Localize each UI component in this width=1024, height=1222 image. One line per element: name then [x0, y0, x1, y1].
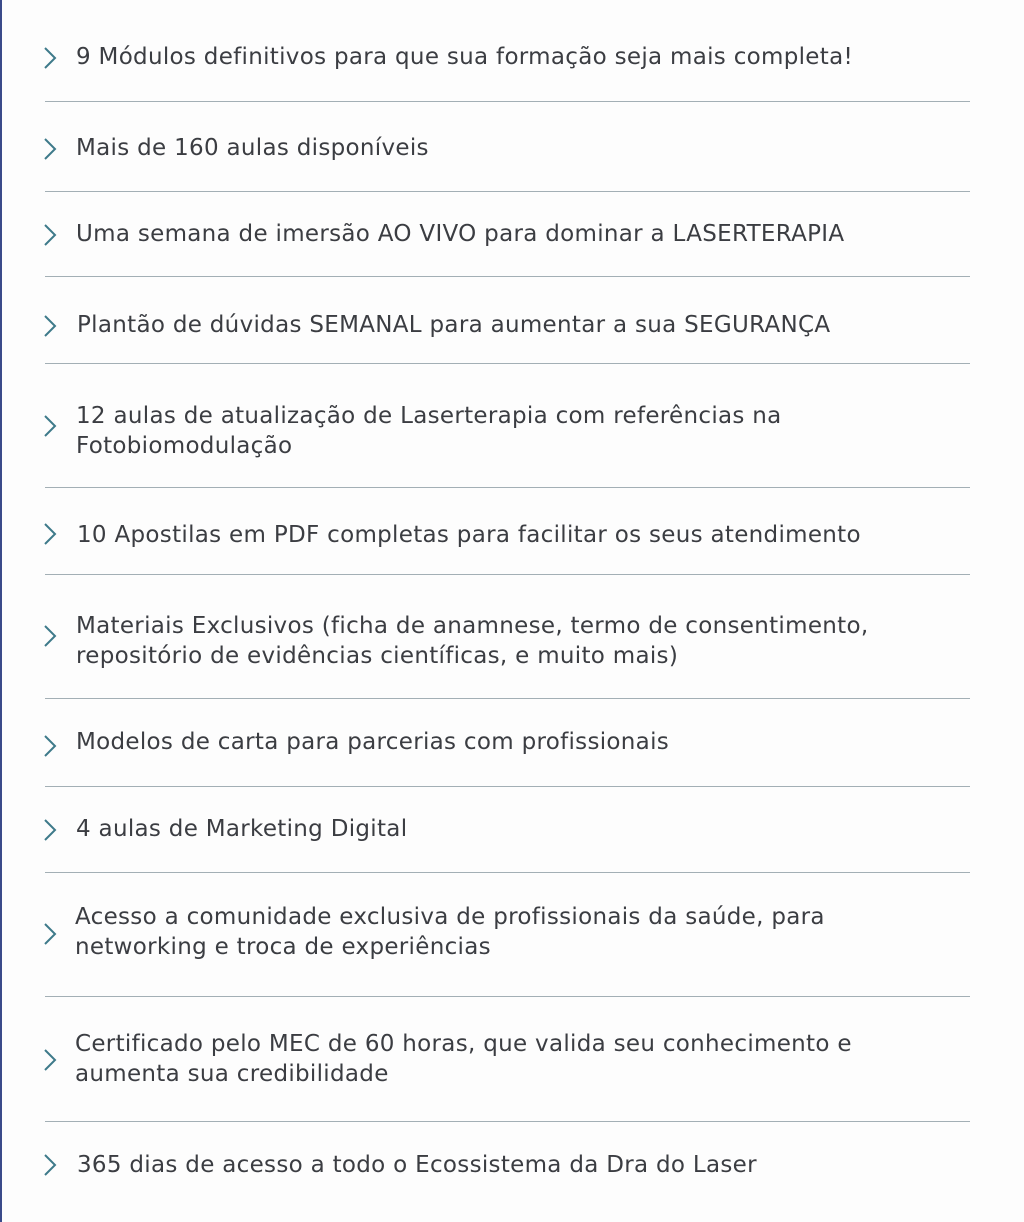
list-item — [0, 609, 1024, 675]
divider — [45, 363, 970, 364]
list-item — [0, 217, 1024, 253]
chevron-right-icon — [40, 413, 60, 439]
divider — [45, 101, 970, 102]
chevron-right-icon — [40, 45, 60, 71]
chevron-right-icon — [40, 1152, 60, 1178]
chevron-right-icon — [40, 817, 60, 843]
chevron-right-icon — [40, 136, 60, 162]
divider — [45, 574, 970, 575]
list-item — [0, 308, 1024, 344]
divider — [45, 1121, 970, 1122]
chevron-right-icon — [40, 1047, 60, 1073]
list-item — [0, 812, 1024, 848]
chevron-right-icon — [40, 921, 60, 947]
divider — [45, 996, 970, 997]
divider — [45, 872, 970, 873]
list-item-label: 10 Apostilas em PDF completas para facilitar os seus atendimento — [77, 522, 861, 548]
chevron-right-icon — [40, 623, 60, 649]
list-item-label: 12 aulas de atualização de Laserterapia com referências na Fotobiomodulação — [76, 403, 782, 459]
list-item-label: Modelos de carta para parcerias com profissionais — [76, 729, 670, 755]
list-item — [0, 725, 1024, 761]
divider — [45, 191, 970, 192]
list-item-label: 365 dias de acesso a todo o Ecossistema da Dra do Laser — [77, 1152, 757, 1178]
list-item-label: Plantão de dúvidas SEMANAL para aumentar a sua SEGURANÇA — [77, 312, 831, 338]
list-item-label: 4 aulas de Marketing Digital — [76, 816, 408, 842]
list-item-label: Certificado pelo MEC de 60 horas, que valida seu conhecimento e aumenta sua credibilidade — [75, 1031, 852, 1087]
list-item — [0, 40, 1024, 76]
list-item-label: Uma semana de imersão AO VIVO para dominar a LASERTERAPIA — [76, 221, 845, 247]
list-item-label: 9 Módulos definitivos para que sua formação seja mais completa! — [76, 44, 853, 70]
chevron-right-icon — [40, 521, 60, 547]
list-item — [0, 900, 1024, 966]
chevron-right-icon — [40, 313, 60, 339]
list-item-label: Materiais Exclusivos (ficha de anamnese, termo de consentimento, repositório de evidências científicas, e muito mais) — [76, 613, 869, 669]
divider — [45, 786, 970, 787]
list-item — [0, 399, 1024, 465]
chevron-right-icon — [40, 733, 60, 759]
list-item-label: Mais de 160 aulas disponíveis — [76, 135, 429, 161]
list-item — [0, 518, 1024, 554]
divider — [45, 276, 970, 277]
list-item — [0, 1148, 1024, 1184]
list-item-label: Acesso a comunidade exclusiva de profissionais da saúde, para networking e troca de experiências — [75, 904, 825, 960]
chevron-right-icon — [40, 222, 60, 248]
list-item — [0, 1027, 1024, 1093]
list-item — [0, 131, 1024, 167]
divider — [45, 698, 970, 699]
divider — [45, 487, 970, 488]
